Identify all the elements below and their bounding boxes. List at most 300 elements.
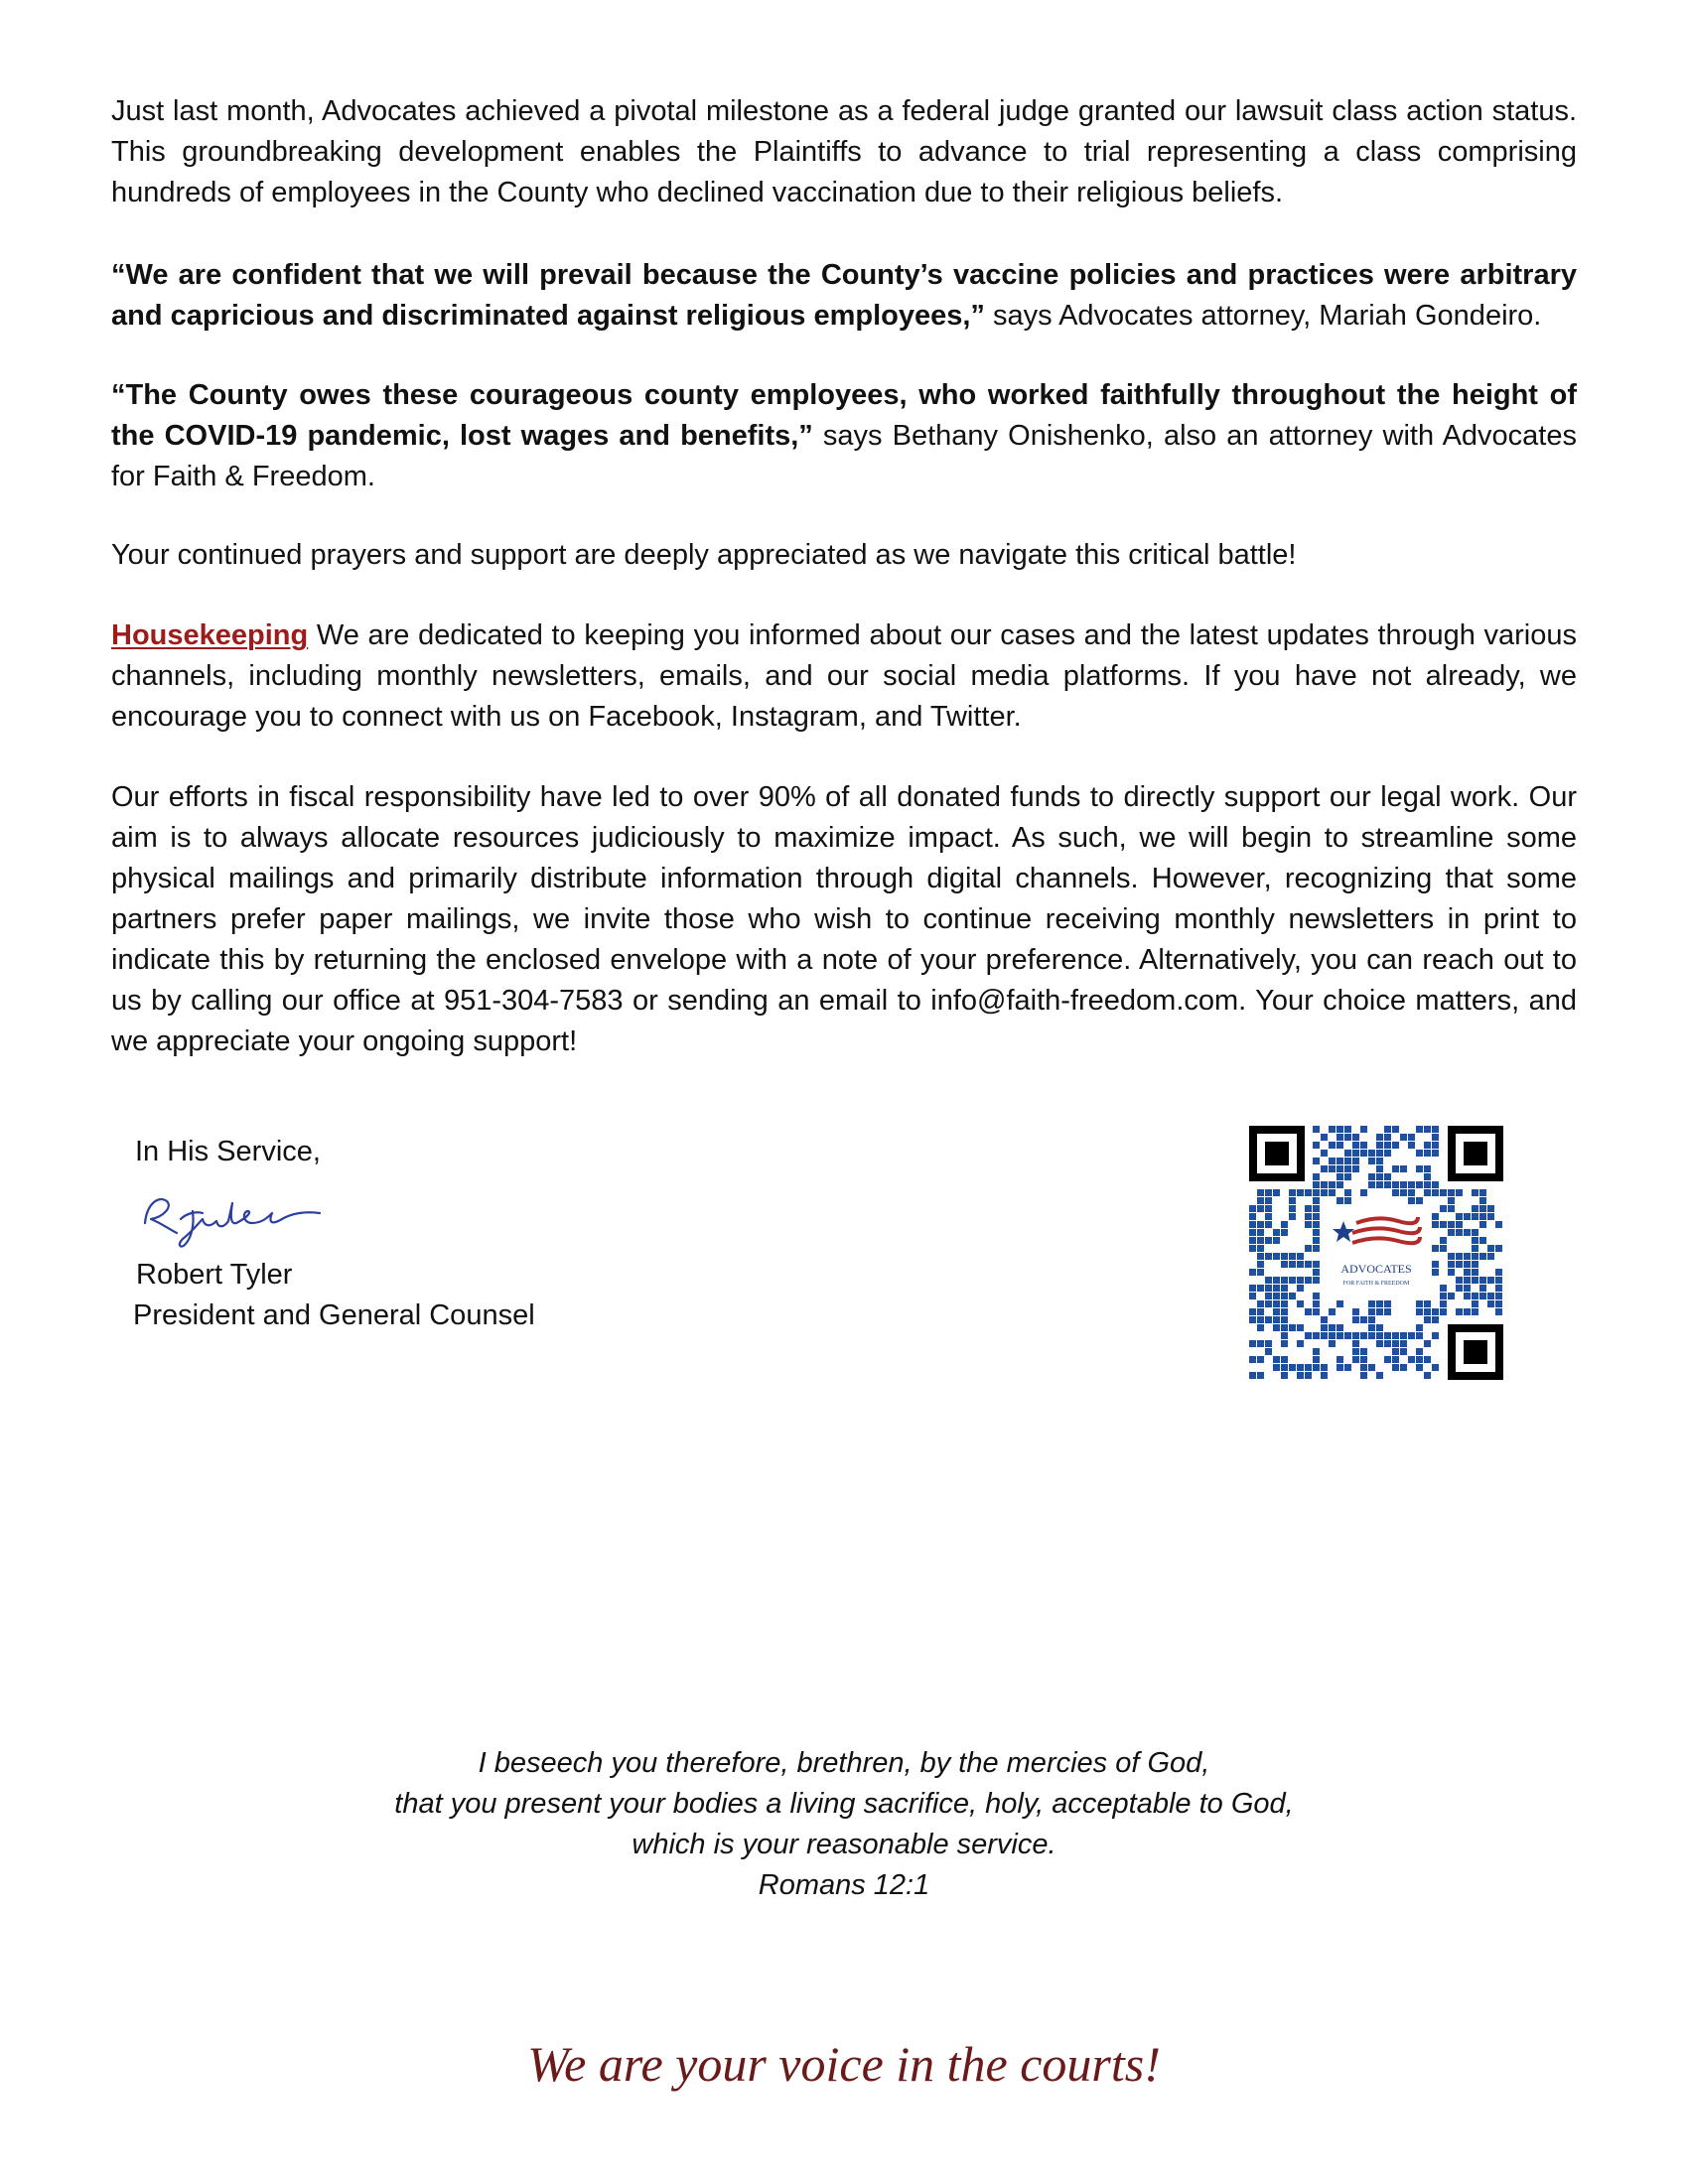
qr-module bbox=[1352, 1308, 1359, 1315]
qr-module bbox=[1297, 1372, 1304, 1379]
qr-module bbox=[1313, 1277, 1320, 1284]
qr-module bbox=[1376, 1332, 1383, 1339]
qr-module bbox=[1329, 1324, 1336, 1331]
qr-module bbox=[1297, 1261, 1304, 1268]
qr-module bbox=[1305, 1364, 1312, 1371]
qr-module bbox=[1487, 1245, 1494, 1252]
qr-module bbox=[1265, 1189, 1272, 1196]
qr-module bbox=[1360, 1356, 1367, 1363]
qr-module bbox=[1360, 1189, 1367, 1196]
qr-module bbox=[1273, 1253, 1280, 1260]
qr-module bbox=[1329, 1181, 1336, 1188]
qr-module bbox=[1289, 1364, 1296, 1371]
qr-module bbox=[1448, 1269, 1455, 1276]
qr-module bbox=[1297, 1340, 1304, 1347]
qr-module bbox=[1249, 1293, 1256, 1299]
qr-module bbox=[1313, 1293, 1320, 1299]
qr-module bbox=[1313, 1142, 1320, 1149]
qr-module bbox=[1344, 1126, 1351, 1133]
qr-module bbox=[1265, 1205, 1272, 1212]
qr-module bbox=[1495, 1245, 1502, 1252]
qr-module bbox=[1257, 1221, 1264, 1228]
qr-module bbox=[1448, 1221, 1455, 1228]
qr-module bbox=[1479, 1221, 1486, 1228]
qr-finder-top-left bbox=[1249, 1126, 1305, 1181]
qr-module bbox=[1265, 1253, 1272, 1260]
qr-module bbox=[1487, 1293, 1494, 1299]
qr-module bbox=[1495, 1221, 1502, 1228]
qr-module bbox=[1495, 1293, 1502, 1299]
qr-module bbox=[1456, 1213, 1463, 1220]
qr-module bbox=[1408, 1181, 1415, 1188]
qr-module bbox=[1456, 1221, 1463, 1228]
qr-module bbox=[1257, 1189, 1264, 1196]
qr-module bbox=[1432, 1364, 1439, 1371]
qr-module bbox=[1487, 1213, 1494, 1220]
qr-module bbox=[1321, 1150, 1328, 1157]
housekeeping-heading: Housekeeping bbox=[111, 619, 309, 651]
qr-module bbox=[1432, 1261, 1439, 1268]
qr-module bbox=[1456, 1229, 1463, 1236]
qr-module bbox=[1432, 1134, 1439, 1141]
qr-module bbox=[1472, 1245, 1478, 1252]
qr-module bbox=[1313, 1261, 1320, 1268]
qr-module bbox=[1376, 1134, 1383, 1141]
qr-module bbox=[1249, 1237, 1256, 1244]
qr-module bbox=[1313, 1205, 1320, 1212]
qr-module bbox=[1336, 1300, 1343, 1307]
qr-module bbox=[1479, 1253, 1486, 1260]
qr-module bbox=[1257, 1300, 1264, 1307]
qr-module bbox=[1336, 1165, 1343, 1172]
qr-module bbox=[1352, 1348, 1359, 1355]
qr-module bbox=[1305, 1213, 1312, 1220]
qr-module bbox=[1336, 1356, 1343, 1363]
qr-module bbox=[1440, 1237, 1447, 1244]
qr-module bbox=[1336, 1181, 1343, 1188]
qr-module bbox=[1472, 1269, 1478, 1276]
qr-module bbox=[1360, 1150, 1367, 1157]
qr-module bbox=[1344, 1134, 1351, 1141]
qr-module bbox=[1257, 1356, 1264, 1363]
qr-module bbox=[1273, 1189, 1280, 1196]
qr-module bbox=[1384, 1300, 1391, 1307]
qr-module bbox=[1464, 1261, 1471, 1268]
qr-module bbox=[1440, 1221, 1447, 1228]
qr-module bbox=[1368, 1300, 1375, 1307]
qr-module bbox=[1305, 1245, 1312, 1252]
qr-module bbox=[1408, 1197, 1415, 1204]
qr-module bbox=[1448, 1205, 1455, 1212]
qr-module bbox=[1400, 1165, 1407, 1172]
qr-module bbox=[1456, 1277, 1463, 1284]
qr-module bbox=[1368, 1173, 1375, 1180]
qr-module bbox=[1281, 1324, 1288, 1331]
qr-module bbox=[1352, 1150, 1359, 1157]
qr-module bbox=[1487, 1277, 1494, 1284]
qr-module bbox=[1376, 1308, 1383, 1315]
qr-module bbox=[1392, 1340, 1399, 1347]
signer-name: Robert Tyler bbox=[136, 1259, 293, 1291]
qr-module bbox=[1305, 1261, 1312, 1268]
qr-module bbox=[1257, 1253, 1264, 1260]
paragraph-text: Just last month, Advocates achieved a pivotal milestone as a federal judge granted our lawsuit class action status. This groundbreaking development enables the Plaintiffs to advance to trial representing a class comprising hundreds of employees in the County who declined vaccination due to their religious beliefs. bbox=[111, 95, 1577, 208]
qr-module bbox=[1495, 1269, 1502, 1276]
paragraph-text: Your continued prayers and support are deeply appreciated as we navigate this critical battle! bbox=[111, 539, 1297, 571]
qr-module bbox=[1464, 1269, 1471, 1276]
qr-module bbox=[1376, 1300, 1383, 1307]
qr-module bbox=[1265, 1197, 1272, 1204]
qr-module bbox=[1416, 1181, 1423, 1188]
qr-module bbox=[1257, 1372, 1264, 1379]
qr-module bbox=[1424, 1300, 1431, 1307]
qr-module bbox=[1344, 1189, 1351, 1196]
qr-module bbox=[1305, 1308, 1312, 1315]
qr-module bbox=[1456, 1285, 1463, 1292]
qr-module bbox=[1416, 1308, 1423, 1315]
qr-module bbox=[1352, 1356, 1359, 1363]
qr-module bbox=[1392, 1165, 1399, 1172]
qr-module bbox=[1265, 1300, 1272, 1307]
qr-module bbox=[1424, 1340, 1431, 1347]
qr-module bbox=[1368, 1308, 1375, 1315]
qr-module bbox=[1384, 1150, 1391, 1157]
closing-text: In His Service, bbox=[135, 1136, 321, 1167]
qr-module bbox=[1313, 1364, 1320, 1371]
qr-module bbox=[1424, 1165, 1431, 1172]
qr-module bbox=[1281, 1277, 1288, 1284]
qr-module bbox=[1487, 1205, 1494, 1212]
qr-module bbox=[1281, 1316, 1288, 1323]
qr-module bbox=[1249, 1205, 1256, 1212]
qr-module bbox=[1495, 1285, 1502, 1292]
qr-module bbox=[1432, 1269, 1439, 1276]
qr-module bbox=[1289, 1205, 1296, 1212]
qr-module bbox=[1495, 1308, 1502, 1315]
qr-logo-title: ADVOCATES bbox=[1340, 1262, 1412, 1276]
qr-module bbox=[1257, 1269, 1264, 1276]
qr-module bbox=[1408, 1142, 1415, 1149]
qr-module bbox=[1464, 1293, 1471, 1299]
qr-module bbox=[1257, 1197, 1264, 1204]
qr-module bbox=[1336, 1142, 1343, 1149]
qr-module bbox=[1281, 1221, 1288, 1228]
qr-module bbox=[1265, 1316, 1272, 1323]
qr-module bbox=[1487, 1300, 1494, 1307]
qr-module bbox=[1265, 1237, 1272, 1244]
qr-module bbox=[1456, 1189, 1463, 1196]
qr-module bbox=[1249, 1229, 1256, 1236]
qr-module bbox=[1273, 1356, 1280, 1363]
qr-module bbox=[1392, 1189, 1399, 1196]
qr-module bbox=[1416, 1165, 1423, 1172]
qr-module bbox=[1432, 1245, 1439, 1252]
verse-line: which is your reasonable service. bbox=[632, 1829, 1056, 1860]
paragraph-housekeeping bbox=[111, 615, 1577, 738]
qr-module bbox=[1432, 1316, 1439, 1323]
qr-module bbox=[1257, 1237, 1264, 1244]
qr-module bbox=[1305, 1189, 1312, 1196]
qr-module bbox=[1432, 1213, 1439, 1220]
qr-module bbox=[1432, 1150, 1439, 1157]
qr-module bbox=[1321, 1165, 1328, 1172]
qr-module bbox=[1464, 1277, 1471, 1284]
qr-module bbox=[1440, 1245, 1447, 1252]
qr-module bbox=[1313, 1126, 1320, 1133]
qr-module bbox=[1305, 1332, 1312, 1339]
qr-module bbox=[1313, 1189, 1320, 1196]
qr-module bbox=[1297, 1285, 1304, 1292]
qr-module bbox=[1376, 1158, 1383, 1164]
qr-module bbox=[1440, 1293, 1447, 1299]
qr-module bbox=[1313, 1332, 1320, 1339]
qr-module bbox=[1265, 1221, 1272, 1228]
quote-attribution: says Advocates attorney, Mariah Gondeiro. bbox=[984, 300, 1542, 332]
qr-module bbox=[1273, 1316, 1280, 1323]
qr-module bbox=[1273, 1277, 1280, 1284]
qr-module bbox=[1424, 1126, 1431, 1133]
qr-module bbox=[1416, 1348, 1423, 1355]
qr-module bbox=[1329, 1332, 1336, 1339]
qr-module bbox=[1257, 1340, 1264, 1347]
quote-bold: “We are confident that we will prevail because the County’s vaccine policies and practices were arbitrary and capricious and discriminated against religious employees,” bbox=[111, 259, 1577, 332]
qr-module bbox=[1376, 1372, 1383, 1379]
qr-module bbox=[1456, 1261, 1463, 1268]
qr-module bbox=[1289, 1261, 1296, 1268]
qr-module bbox=[1448, 1253, 1455, 1260]
qr-module bbox=[1440, 1205, 1447, 1212]
qr-module bbox=[1336, 1364, 1343, 1371]
qr-module bbox=[1313, 1308, 1320, 1315]
qr-module bbox=[1305, 1205, 1312, 1212]
qr-module bbox=[1344, 1173, 1351, 1180]
qr-module bbox=[1376, 1324, 1383, 1331]
qr-module bbox=[1392, 1356, 1399, 1363]
qr-module bbox=[1344, 1364, 1351, 1371]
qr-module bbox=[1424, 1173, 1431, 1180]
qr-module bbox=[1305, 1277, 1312, 1284]
qr-module bbox=[1297, 1364, 1304, 1371]
qr-module bbox=[1336, 1332, 1343, 1339]
qr-module bbox=[1479, 1285, 1486, 1292]
qr-module bbox=[1376, 1340, 1383, 1347]
qr-module bbox=[1432, 1142, 1439, 1149]
qr-module bbox=[1305, 1372, 1312, 1379]
qr-module bbox=[1392, 1348, 1399, 1355]
signature-closing bbox=[135, 1132, 321, 1172]
qr-module bbox=[1368, 1332, 1375, 1339]
qr-module bbox=[1360, 1372, 1367, 1379]
qr-module bbox=[1400, 1348, 1407, 1355]
qr-module bbox=[1360, 1316, 1367, 1323]
qr-module bbox=[1281, 1293, 1288, 1299]
qr-module bbox=[1329, 1165, 1336, 1172]
qr-logo bbox=[1323, 1205, 1430, 1300]
qr-module bbox=[1281, 1261, 1288, 1268]
qr-module bbox=[1464, 1308, 1471, 1315]
qr-module bbox=[1464, 1229, 1471, 1236]
qr-module bbox=[1432, 1181, 1439, 1188]
qr-module bbox=[1273, 1237, 1280, 1244]
paragraph-fiscal bbox=[111, 777, 1577, 1062]
qr-module bbox=[1479, 1293, 1486, 1299]
qr-module bbox=[1479, 1237, 1486, 1244]
qr-module bbox=[1289, 1324, 1296, 1331]
qr-module bbox=[1321, 1364, 1328, 1371]
qr-module bbox=[1448, 1189, 1455, 1196]
qr-module bbox=[1297, 1277, 1304, 1284]
qr-module bbox=[1376, 1173, 1383, 1180]
qr-module bbox=[1305, 1221, 1312, 1228]
qr-module bbox=[1424, 1356, 1431, 1363]
qr-module bbox=[1321, 1372, 1328, 1379]
qr-module bbox=[1368, 1324, 1375, 1331]
quote-attribution: says Bethany Onishenko, also an attorney with Advocates for Faith & Freedom. bbox=[111, 420, 1577, 492]
qr-module bbox=[1344, 1150, 1351, 1157]
qr-module bbox=[1440, 1285, 1447, 1292]
qr-module bbox=[1400, 1340, 1407, 1347]
qr-module bbox=[1289, 1213, 1296, 1220]
qr-module bbox=[1472, 1237, 1478, 1244]
qr-module bbox=[1281, 1300, 1288, 1307]
qr-module bbox=[1432, 1308, 1439, 1315]
qr-module bbox=[1408, 1134, 1415, 1141]
qr-module bbox=[1448, 1293, 1455, 1299]
qr-module bbox=[1249, 1221, 1256, 1228]
qr-module bbox=[1336, 1134, 1343, 1141]
qr-module bbox=[1440, 1308, 1447, 1315]
qr-module bbox=[1472, 1277, 1478, 1284]
qr-module bbox=[1472, 1205, 1478, 1212]
signer-title: President and General Counsel bbox=[133, 1299, 535, 1331]
qr-module bbox=[1424, 1189, 1431, 1196]
qr-module bbox=[1376, 1142, 1383, 1149]
qr-module bbox=[1313, 1181, 1320, 1188]
qr-module bbox=[1360, 1142, 1367, 1149]
qr-module bbox=[1448, 1197, 1455, 1204]
qr-module bbox=[1392, 1126, 1399, 1133]
qr-module bbox=[1257, 1229, 1264, 1236]
qr-module bbox=[1360, 1126, 1367, 1133]
qr-module bbox=[1265, 1213, 1272, 1220]
qr-module bbox=[1456, 1253, 1463, 1260]
qr-module bbox=[1400, 1181, 1407, 1188]
qr-module bbox=[1440, 1189, 1447, 1196]
qr-module bbox=[1336, 1173, 1343, 1180]
qr-module bbox=[1487, 1253, 1494, 1260]
qr-module bbox=[1376, 1165, 1383, 1172]
qr-module bbox=[1257, 1324, 1264, 1331]
qr-module bbox=[1464, 1253, 1471, 1260]
paragraph-text: Our efforts in fiscal responsibility have led to over 90% of all donated funds to directly support our legal work. Our aim is to always allocate resources judiciously to maximize impact. As such, we will begin to streamline some physical mailings and primarily distribute information through digital channels. However, recognizing that some partners prefer paper mailings, we invite those who wish to continue receiving monthly newsletters in print to indicate this by returning the enclosed envelope with a note of your preference. Alternatively, you can reach out to us by calling our office at 951-304-7583 or sending an email to info@faith-freedom.com. Your choice matters, and we appreciate your ongoing support! bbox=[111, 781, 1577, 1057]
qr-module bbox=[1416, 1324, 1423, 1331]
qr-module bbox=[1313, 1221, 1320, 1228]
qr-module bbox=[1281, 1372, 1288, 1379]
qr-module bbox=[1432, 1189, 1439, 1196]
qr-module bbox=[1281, 1229, 1288, 1236]
qr-module bbox=[1479, 1277, 1486, 1284]
qr-module bbox=[1313, 1158, 1320, 1164]
qr-module bbox=[1249, 1308, 1256, 1315]
qr-module bbox=[1313, 1229, 1320, 1236]
tagline: We are your voice in the courts! bbox=[527, 2036, 1161, 2092]
qr-module bbox=[1281, 1285, 1288, 1292]
qr-module bbox=[1265, 1293, 1272, 1299]
qr-module bbox=[1313, 1356, 1320, 1363]
qr-module bbox=[1329, 1308, 1336, 1315]
qr-module bbox=[1313, 1269, 1320, 1276]
paragraph-gondeiro-quote bbox=[111, 255, 1577, 337]
qr-module bbox=[1384, 1126, 1391, 1133]
qr-module bbox=[1289, 1277, 1296, 1284]
qr-module bbox=[1336, 1158, 1343, 1164]
qr-module bbox=[1344, 1165, 1351, 1172]
qr-module bbox=[1416, 1197, 1423, 1204]
qr-module bbox=[1336, 1324, 1343, 1331]
qr-module bbox=[1265, 1285, 1272, 1292]
qr-module bbox=[1281, 1364, 1288, 1371]
qr-module bbox=[1273, 1285, 1280, 1292]
qr-module bbox=[1257, 1316, 1264, 1323]
qr-module bbox=[1313, 1213, 1320, 1220]
qr-module bbox=[1400, 1134, 1407, 1141]
qr-module bbox=[1321, 1324, 1328, 1331]
qr-module bbox=[1368, 1364, 1375, 1371]
qr-module bbox=[1321, 1316, 1328, 1323]
qr-module bbox=[1360, 1364, 1367, 1371]
qr-module bbox=[1368, 1181, 1375, 1188]
qr-module bbox=[1313, 1300, 1320, 1307]
qr-module bbox=[1392, 1142, 1399, 1149]
qr-module bbox=[1265, 1277, 1272, 1284]
qr-module bbox=[1249, 1316, 1256, 1323]
qr-module bbox=[1352, 1340, 1359, 1347]
qr-module bbox=[1329, 1158, 1336, 1164]
qr-module bbox=[1416, 1332, 1423, 1339]
qr-module bbox=[1249, 1213, 1256, 1220]
qr-module bbox=[1448, 1261, 1455, 1268]
qr-module bbox=[1384, 1340, 1391, 1347]
qr-module bbox=[1249, 1269, 1256, 1276]
qr-module bbox=[1321, 1189, 1328, 1196]
qr-module bbox=[1432, 1332, 1439, 1339]
qr-module bbox=[1368, 1158, 1375, 1164]
qr-module bbox=[1313, 1348, 1320, 1355]
qr-module bbox=[1432, 1221, 1439, 1228]
qr-module bbox=[1265, 1340, 1272, 1347]
qr-module bbox=[1273, 1293, 1280, 1299]
qr-module bbox=[1400, 1189, 1407, 1196]
qr-module bbox=[1424, 1181, 1431, 1188]
bible-verse bbox=[248, 1743, 1440, 1906]
qr-module bbox=[1384, 1134, 1391, 1141]
qr-module bbox=[1329, 1189, 1336, 1196]
qr-finder-bottom-right bbox=[1448, 1324, 1503, 1380]
qr-module bbox=[1464, 1285, 1471, 1292]
paragraph-onishenko-quote bbox=[111, 375, 1577, 497]
qr-module bbox=[1416, 1150, 1423, 1157]
qr-module bbox=[1384, 1332, 1391, 1339]
qr-module bbox=[1281, 1332, 1288, 1339]
qr-module bbox=[1392, 1364, 1399, 1371]
qr-module bbox=[1257, 1261, 1264, 1268]
qr-module bbox=[1416, 1126, 1423, 1133]
qr-module bbox=[1297, 1300, 1304, 1307]
qr-module bbox=[1281, 1356, 1288, 1363]
qr-module bbox=[1360, 1332, 1367, 1339]
qr-module bbox=[1329, 1142, 1336, 1149]
qr-module bbox=[1495, 1277, 1502, 1284]
